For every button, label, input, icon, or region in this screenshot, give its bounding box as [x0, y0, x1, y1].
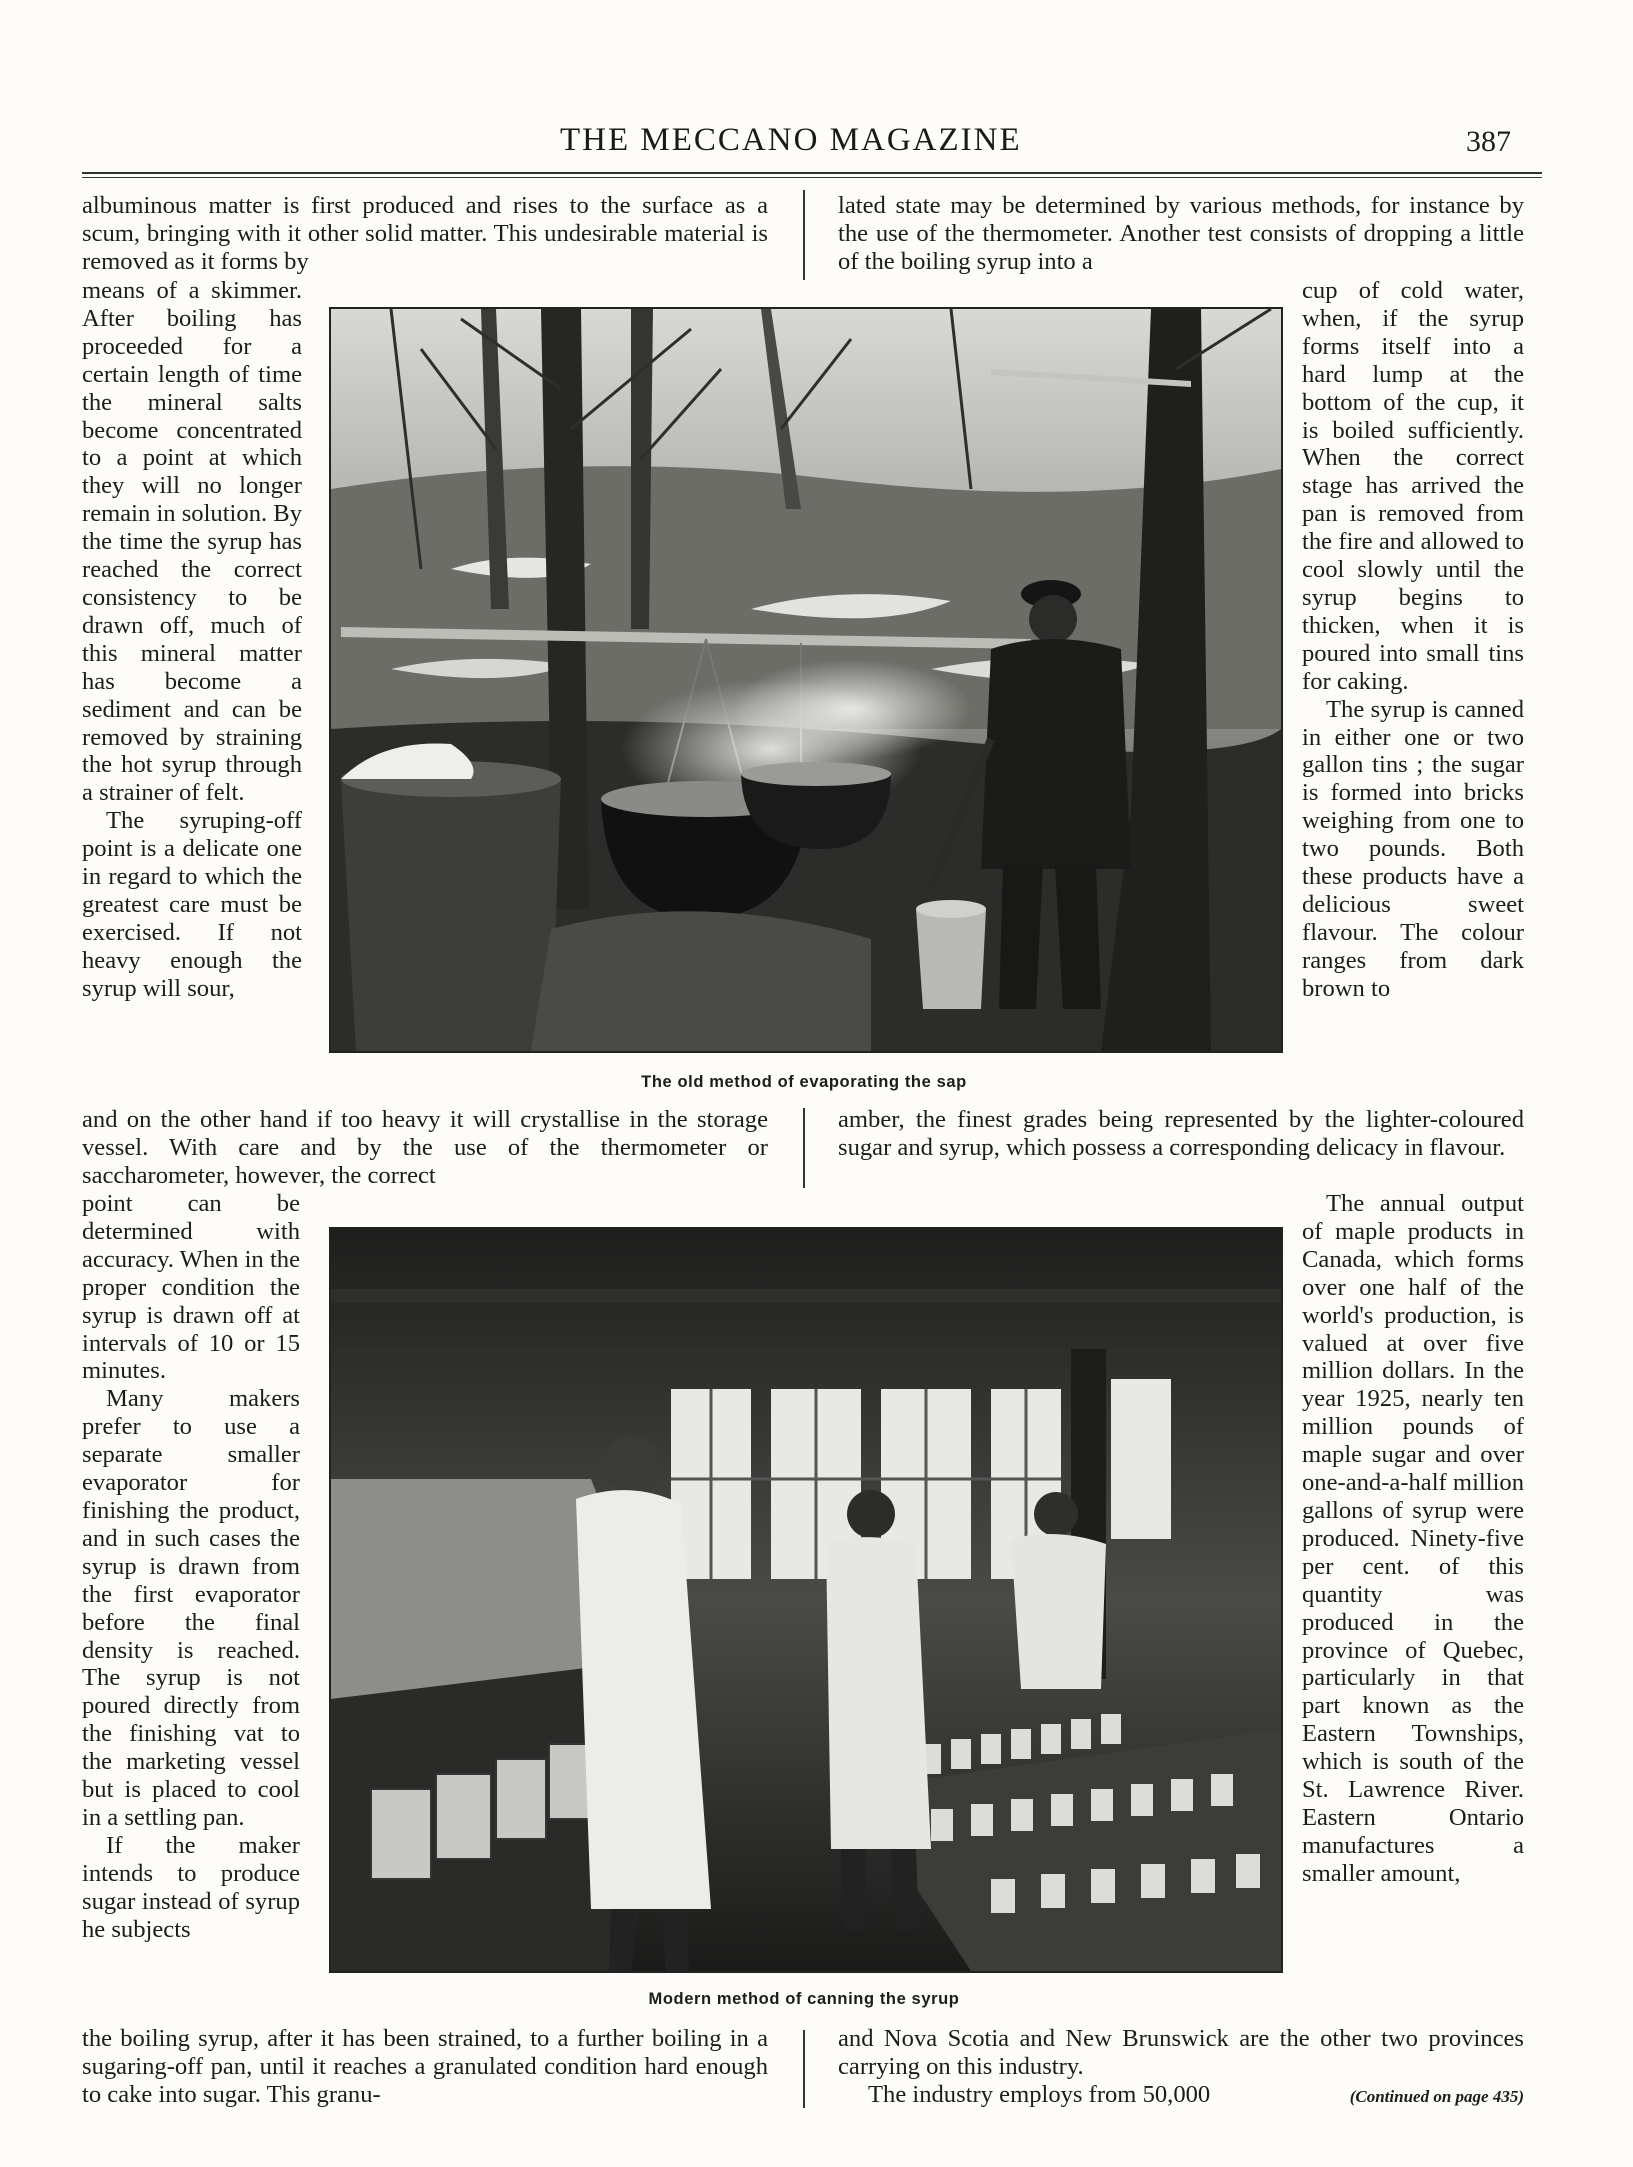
column-divider — [803, 190, 805, 280]
top-right-column: lated state may be determined by various methods, for instance by the use of the thermometer. Another test consists of dropping a little of the boiling syrup into a — [838, 192, 1524, 275]
column-divider — [803, 1108, 805, 1188]
page-number: 387 — [1466, 125, 1511, 158]
bottom-right-last-line: The industry employs from 50,000 — [868, 2080, 1211, 2108]
top-left-column: albuminous matter is first produced and rises to the surface as a scum, bringing with it other solid matter. This undesirable material is removed as it forms by — [82, 192, 768, 275]
page-title: THE MECCANO MAGAZINE — [560, 122, 1022, 158]
column-divider — [803, 2030, 805, 2108]
photo-old-evaporating-caption: The old method of evaporating the sap — [641, 1073, 967, 1091]
bottom-right-column: and Nova Scotia and New Brunswick are the other two provinces carrying on this industry. The industry employs from 50,000 (Continued on page 435) — [838, 2025, 1524, 2111]
photo-modern-canning-illustration — [331, 1229, 1281, 1971]
bottom-left-column: the boiling syrup, after it has been strained, to a further boiling in a sugaring-off pan, until it reaches a granulated condition hard enough to cake into sugar. This granu- — [82, 2025, 768, 2108]
photo-old-evaporating-method — [329, 307, 1283, 1053]
photo-modern-canning-caption: Modern method of canning the syrup — [648, 1990, 960, 2008]
header-rule — [82, 172, 1542, 174]
right-narrow-column-2: The annual output of maple products in Canada, which forms over one half of the world's production, is valued at over five million dollars. In the year 1925, nearly ten million pounds of maple sugar and over one-and-a-half million gallons of syrup were produced. Ninety-five per cent. of this quantity was produced in the province of Quebec, particularly in that part known as the Eastern Townships, which is south of the St. Lawrence River. Eastern Ontario manufactures a smaller amount, — [1302, 1190, 1524, 1887]
left-narrow-column-2: point can be determined with accuracy. When in the proper condition the syrup is drawn off at intervals of 10 or 15 minutes. Many makers prefer to use a separate smaller evaporator for finishing the product, and in such cases the syrup is drawn from the first evaporator before the final density is reached. The syrup is not poured directly from the finishing vat to the marketing vessel but is placed to cool in a settling pan. If the maker intends to produce sugar instead of syrup he subjects — [82, 1190, 300, 1943]
right-narrow-column-1: cup of cold water, when, if the syrup forms itself into a hard lump at the bottom of the cup, it is boiled sufficiently. When the correct stage has arrived the pan is removed from the fire and allowed to cool slowly until the syrup begins to thicken, when it is poured into small tins for caking. The syrup is canned in either one or two gallon tins ; the sugar is formed into bricks weighing from one to two pounds. Both these products have a delicious sweet flavour. The colour ranges from dark brown to — [1302, 277, 1524, 1002]
middle-left-column: and on the other hand if too heavy it will crystallise in the storage vessel. With care and by the use of the thermometer or saccharometer, however, the correct — [82, 1106, 768, 1189]
photo-modern-canning-method — [329, 1227, 1283, 1973]
header-rule-thin — [82, 177, 1542, 178]
left-narrow-column-1: means of a skimmer. After boiling has proceeded for a certain length of time the mineral salts become concentrated to a point at which they will no longer remain in solution. By the time the syrup has reached the correct consistency to be drawn off, much of this mineral matter has become a sediment and can be removed by straining the hot syrup through a strainer of felt. The syruping-off point is a delicate one in regard to which the greatest care must be exercised. If not heavy enough the syrup will sour, — [82, 277, 302, 1002]
photo-old-evaporating-illustration — [331, 309, 1281, 1051]
continued-on-page-note: (Continued on page 435) — [1349, 2086, 1524, 2106]
middle-right-column: amber, the finest grades being represented by the lighter-coloured sugar and syrup, which possess a corresponding delicacy in flavour. — [838, 1106, 1524, 1161]
